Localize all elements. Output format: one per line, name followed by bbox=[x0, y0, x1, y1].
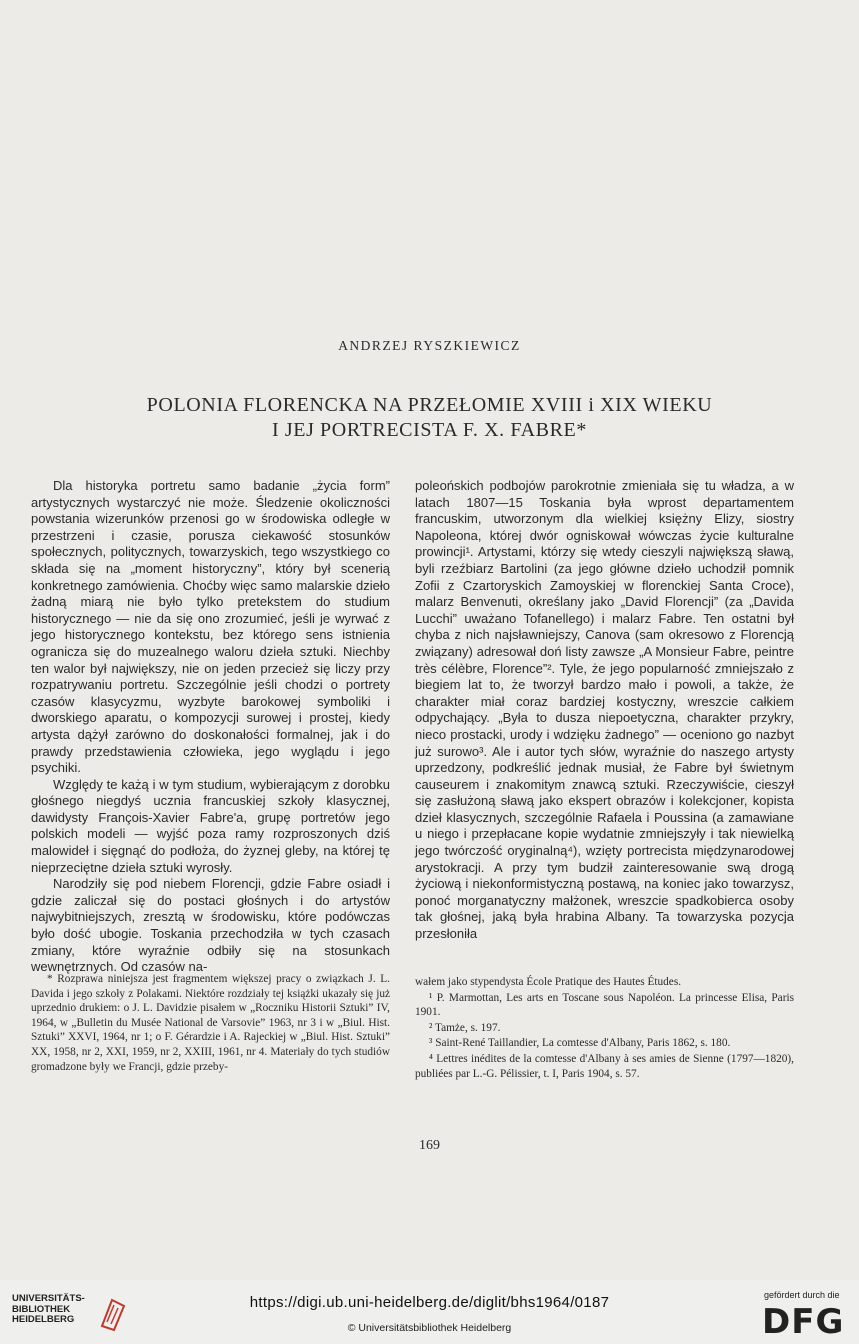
viewer-footer bbox=[0, 1280, 859, 1344]
title-line-2: I JEJ PORTRECISTA F. X. FABRE* bbox=[272, 419, 587, 441]
paragraph: Narodziły się pod niebem Florencji, gdzie Fabre osiadł i gdzie zaliczał się do postaci głośnych i do artystów najwybitniejszych, zresztą w środowisku, które podówczas było dość ubogie. Toskania przechodziła w tych czasach zmiany, które wyraźnie odbiły się na stosunkach wewnętrznych. Od czasów na- bbox=[31, 876, 390, 975]
footnotes-right bbox=[415, 975, 794, 1082]
article-author: ANDRZEJ RYSZKIEWICZ bbox=[338, 338, 521, 353]
paragraph: poleońskich podbojów parokrotnie zmieniała się tu władza, a w latach 1807—15 Toskania była wprost departamentem francuskim, utworzonym dla wielkiej księżny Elizy, siostry Napoleona, której dwór ogniskował wówczas życie kulturalne prowincji¹. Artystami, którzy się wtedy cieszyli największą sławą, byli rzeźbiarz Bartolini (za jego główne dzieło uchodził pomnik Zofii z Czartoryskich Zamoyskiej w florenckiej Santa Croce), malarz Benvenuti, określany jako „David Florencji” (za „Davida Lucchi” uważano Tofanellego) i malarz Fabre. Ten ostatni był chyba z nich najsławniejszy, Canova (sam okresowo z Florencją związany) adresował doń listy zawsze „A Monsieur Fabre, peintre très célèbre, Florence”². Tyle, że jego popularność zmniejszało z biegiem lat to, że tworzył bardzo mało i powoli, a także, że charakter miał coraz bardziej kostyczny, wreszcie całkiem odpychający. „Była to dusza niepoetyczna, charakter przykry, nieco prostacki, urody i wdzięku żadnego” — oceniono go nazbyt już surowo³. Ale i autor tych słów, wyraźnie do naszego artysty uprzedzony, podkreślić jednak musiał, że Fabre był świetnym causeurem i znakomitym znawcą sztuki. Rzeczywiście, cieszył się zasłużoną sławą jako ekspert obrazów i kolekcjoner, kopista dzieł klasycznych, szczególnie Rafaela i Poussina (a zamawiane u niego i przepłacane kopie wydatnie zmniejszyły i tak niewielką jego twórczość oryginalną⁴), wzięty portrecista międzynarodowej arystokracji. A przy tym budził zainteresowanie swą drogą życiową i niekonformistyczną postawą, na koniec jako towarzysz, ponoć morganatyczny małżonek, wreszcie spadkobierca osoby tak głośnej, jaką była hrabina Albany. Ta towarzyska pozycja przesłoniła bbox=[415, 478, 794, 942]
footnote: * Rozprawa niniejsza jest fragmentem większej pracy o związkach J. L. Davida i jego szkoły z Polakami. Niektóre rozdziały tej książki ukazały się już uprzednio drukiem: o J. L. Davidzie pisałem w „Roczniku Historii Sztuki” IV, 1964, w „Bulletin du Musée National de Varsovie” 1963, nr 3 i w „Biul. Hist. Sztuki” XXVI, 1964, nr 1; o F. Gérardzie i A. Rajeckiej w „Biul. Hist. Sztuki” XX, 1958, nr 2, XXI, 1959, nr 2, XXIII, 1961, nr 4. Materiały do tych studiów gromadzone były we Francji, gdzie przeby- bbox=[31, 973, 390, 1073]
dfg-funding-logo[interactable] bbox=[752, 1290, 852, 1340]
page-number: 169 bbox=[419, 1138, 440, 1153]
left-column bbox=[31, 478, 390, 976]
paragraph: Względy te każą i w tym studium, wybierającym z dorobku głośnego niegdyś ucznia francuskiej szkoły klasycznej, dawidysty François-Xavier Fabre'a, grupę portretów jego polskich modeli — wyjść poza ramy rozproszonych dziś malowideł i sięgnąć do podłoża, do żyznej gleby, na której tę nieprzeciętne dzieła sztuki wyrosły. bbox=[31, 776, 390, 875]
paragraph: Dla historyka portretu samo badanie „życia form” artystycznych wystarczyć nie może. Śledzenie okoliczności powstania wizerunków przenosi go w środowiska odległe w przestrzeni i czasie, porusza ciekawość stosunków społecznych, politycznych, towarzyskich, tego wszystkiego co składa się na „moment historyczny”, który był scenerią konkretnego zamówienia. Choćby więc samo malarskie dzieło żadną miarą nie było tylko pretekstem do studium historycznego — nie da się ono zrozumieć, jeśli je wyrwać z jego historycznego kontekstu, bez którego sens istnienia ogranicza się do muzealnego waloru dzieła sztuki. Niechby ten walor był największy, nie on jeden przecież się liczy przy rozpatrywaniu portretu. Szczególnie jeśli chodzi o portrety czasów klasycyzmu, wyzbyte barokowej symboliki i dworskiego aparatu, o kompozycji surowej i prostej, kiedy artysta dążył zarówno do doskonałości formalnej, jak i do prawdy przedstawienia człowieka, jego wyglądu i jego psychiki. bbox=[31, 478, 390, 776]
article-title bbox=[0, 393, 859, 443]
logo-text: UNIVERSITÄTS- BIBLIOTHEK HEIDELBERG bbox=[12, 1293, 85, 1325]
funding-label: gefördert durch die bbox=[764, 1290, 840, 1300]
right-column bbox=[415, 478, 794, 943]
footnotes-left bbox=[31, 972, 390, 1075]
title-line-1: POLONIA FLORENCKA NA PRZEŁOMIE XVIII i XIX WIEKU bbox=[146, 394, 713, 416]
footnote: ³ Saint-René Taillandier, La comtesse d'Albany, Paris 1862, s. 180. bbox=[429, 1037, 731, 1050]
footnote-continuation: wałem jako stypendysta École Pratique des Hautes Études. bbox=[415, 976, 682, 988]
copyright-notice: © Universitätsbibliothek Heidelberg bbox=[347, 1322, 512, 1334]
dfg-logo-text: DFG bbox=[762, 1302, 845, 1342]
footnote: ² Tamże, s. 197. bbox=[429, 1021, 501, 1034]
footnote: ⁴ Lettres inédites de la comtesse d'Albany à ses amies de Sienne (1797—1820), publiées par L.-G. Pélissier, t. I, Paris 1904, s. 57. bbox=[415, 1052, 794, 1080]
permalink-url[interactable]: https://digi.ub.uni-heidelberg.de/diglit/bhs1964/0187 bbox=[249, 1294, 610, 1311]
footnote: ¹ P. Marmottan, Les arts en Toscane sous Napoléon. La princesse Elisa, Paris 1901. bbox=[415, 991, 794, 1019]
